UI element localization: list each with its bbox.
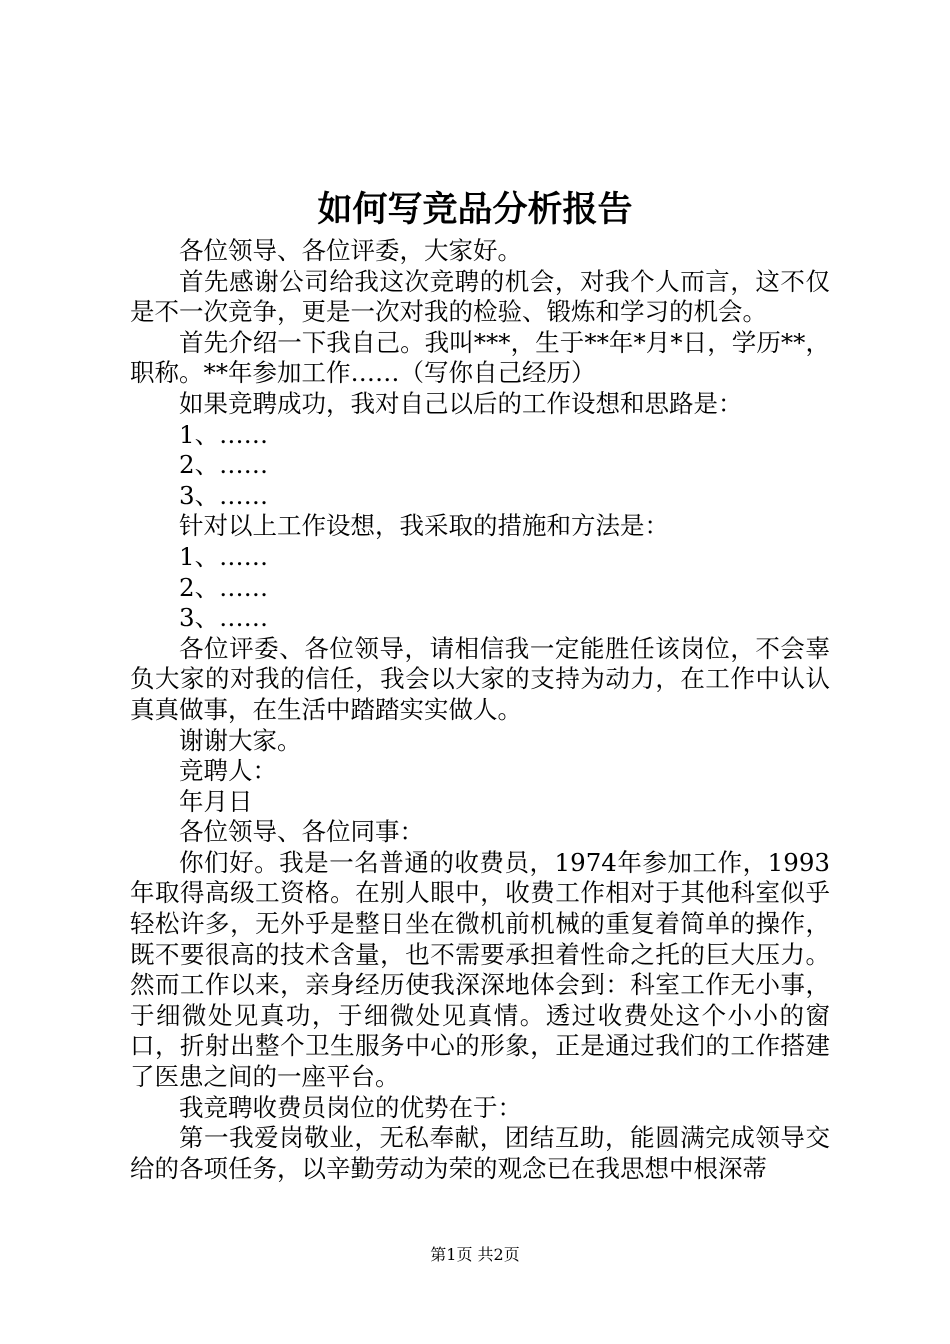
paragraph: 第一我爱岗敬业，无私奉献，团结互助，能圆满完成领导交给的各项任务，以辛勤劳动为荣的观念已在我思想中根深蒂 <box>130 1123 830 1183</box>
paragraph: 各位评委、各位领导，请相信我一定能胜任该岗位，不会辜负大家的对我的信任，我会以大家的支持为动力，在工作中认认真真做事，在生活中踏踏实实做人。 <box>130 633 830 724</box>
signature-label: 竞聘人： <box>179 756 277 786</box>
paragraph: 谢谢大家。 <box>179 725 302 755</box>
list-item: 2、…… <box>179 572 269 602</box>
list-item: 1、…… <box>179 419 269 449</box>
paragraph: 如果竞聘成功，我对自己以后的工作设想和思路是： <box>179 388 743 418</box>
paragraph-greeting: 各位领导、各位同事： <box>179 817 424 847</box>
paragraph: 首先感谢公司给我这次竞聘的机会，对我个人而言，这不仅是不一次竞争，更是一次对我的检验、锻炼和学习的机会。 <box>130 266 830 327</box>
paragraph: 我竞聘收费员岗位的优势在于： <box>179 1092 522 1122</box>
document-title: 如何写竞品分析报告 <box>317 190 633 230</box>
paragraph: 针对以上工作设想，我采取的措施和方法是： <box>179 511 669 541</box>
list-item: 3、…… <box>179 603 269 633</box>
paragraph: 你们好。我是一名普通的收费员，1974年参加工作，1993年取得高级工资格。在别人眼中，收费工作相对于其他科室似乎轻松许多，无外乎是整日坐在微机前机械的重复着简单的操作，既不要很高的技术含量，也不需要承担着性命之托的巨大压力。然而工作以来，亲身经历使我深深地体会到：科室工作无小事，于细微处见真功，于细微处见真情。透过收费处这个小小的窗口，折射出整个卫生服务中心的形象，正是通过我们的工作搭建了医患之间的一座平台。 <box>130 847 830 1092</box>
paragraph: 首先介绍一下我自己。我叫***，生于**年*月*日，学历**，职称。**年参加工作……（写你自己经历） <box>130 327 830 388</box>
list-item: 3、…… <box>179 480 269 510</box>
list-item: 1、…… <box>179 541 269 571</box>
document-body <box>130 236 830 1184</box>
paragraph-greeting: 各位领导、各位评委，大家好。 <box>179 236 522 265</box>
date-line: 年月日 <box>179 786 253 816</box>
list-item: 2、…… <box>179 450 269 480</box>
page-footer: 第1页 共2页 <box>430 1245 520 1264</box>
